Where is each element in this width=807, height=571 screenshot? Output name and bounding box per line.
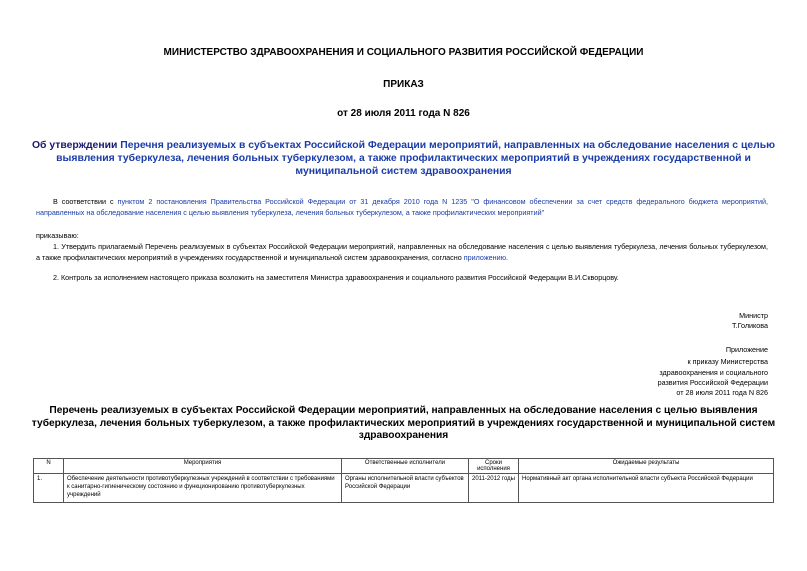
column-header-terms: Сроки исполнения bbox=[469, 459, 519, 474]
signature-name: Т.Голикова bbox=[731, 321, 768, 331]
ministry-name: МИНИСТЕРСТВО ЗДРАВООХРАНЕНИЯ И СОЦИАЛЬНОГО РАЗВИТИЯ РОССИЙСКОЙ ФЕДЕРАЦИИ bbox=[163, 47, 644, 58]
appendix-line: здравоохранения и социального bbox=[659, 367, 768, 377]
preamble-paragraph bbox=[36, 197, 768, 218]
decree-link[interactable]: пунктом 2 постановления Правительства Российской Федерации от 31 декабря 2010 года N 1235 "О финансовом обеспечении за счет средств федерального бюджета мероприятий, направленных на обследование населения с целью выявления туберкулеза, лечения больных туберкулезом, а также профилактических мероприятий" bbox=[36, 197, 768, 217]
item-1-paragraph bbox=[36, 242, 768, 263]
document-date: от 28 июля 2011 года N 826 bbox=[337, 108, 470, 119]
cell-activity: Обеспечение деятельности противотуберкулезных учреждений в соответствии с требованиями к санитарно-гигиеническому состоянию и функционированию противотуберкулезных учреждений bbox=[64, 474, 342, 503]
appendix-line: развития Российской Федерации bbox=[657, 377, 768, 387]
signature-block bbox=[732, 311, 768, 332]
column-header-responsible: Ответственные исполнители bbox=[342, 459, 469, 474]
item-1-end: . bbox=[506, 252, 508, 262]
cell-result: Нормативный акт органа исполнительной власти субъекта Российской Федерации bbox=[519, 474, 774, 503]
column-header-activities: Мероприятия bbox=[64, 459, 342, 474]
document-title bbox=[30, 139, 777, 178]
appendix-link[interactable]: приложению bbox=[463, 252, 506, 262]
appendix-line: Приложение bbox=[725, 345, 768, 354]
title-link[interactable]: Перечня реализуемых в субъектах Российской Федерации мероприятий, направленных на обследование населения с целью выявления туберкулеза, лечения больных туберкулезом, а также профилактических мероприятий в учреждениях государственной и муниципальной систем здравоохранения bbox=[56, 140, 776, 177]
title-prefix: Об утверждении bbox=[31, 140, 121, 151]
column-header-results: Ожидаемые результаты bbox=[519, 459, 774, 474]
measures-table bbox=[33, 458, 774, 503]
ordering-word: приказываю: bbox=[36, 231, 79, 240]
table-header-row bbox=[34, 459, 774, 474]
cell-responsible: Органы исполнительной власти субъектов Российской Федерации bbox=[342, 474, 469, 503]
preamble-lead: В соответствии с bbox=[53, 197, 118, 206]
appendix-block bbox=[658, 345, 768, 398]
cell-number: 1. bbox=[34, 474, 64, 503]
appendix-line: к приказу Министерства bbox=[687, 357, 768, 367]
column-header-number: N bbox=[34, 459, 64, 474]
item-2-paragraph bbox=[36, 273, 768, 284]
table-row bbox=[34, 474, 774, 503]
item-2-text: 2. Контроль за исполнением настоящего приказа возложить на заместителя Министра здравоохранения и социального развития Российской Федерации В.И.Скворцову. bbox=[53, 273, 619, 282]
appendix-line: от 28 июля 2011 года N 826 bbox=[676, 388, 768, 398]
item-1-text: 1. Утвердить прилагаемый Перечень реализуемых в субъектах Российской Федерации мероприятий, направленных на обследование населения с целью выявления туберкулеза, лечения больных туберкулезом, а также профилактических мероприятий в учреждениях государственной и муниципальной систем здравоохранения, согласно bbox=[36, 242, 768, 262]
cell-term: 2011-2012 годы bbox=[469, 474, 519, 503]
list-title: Перечень реализуемых в субъектах Российской Федерации мероприятий, направленных на обследование населения с целью выявления туберкулеза, лечения больных туберкулезом, а также профилактических мероприятий в учреждениях государственной и муниципальной систем здравоохранения bbox=[31, 405, 776, 441]
document-type: ПРИКАЗ bbox=[383, 79, 424, 90]
signature-position: Министр bbox=[739, 311, 768, 320]
